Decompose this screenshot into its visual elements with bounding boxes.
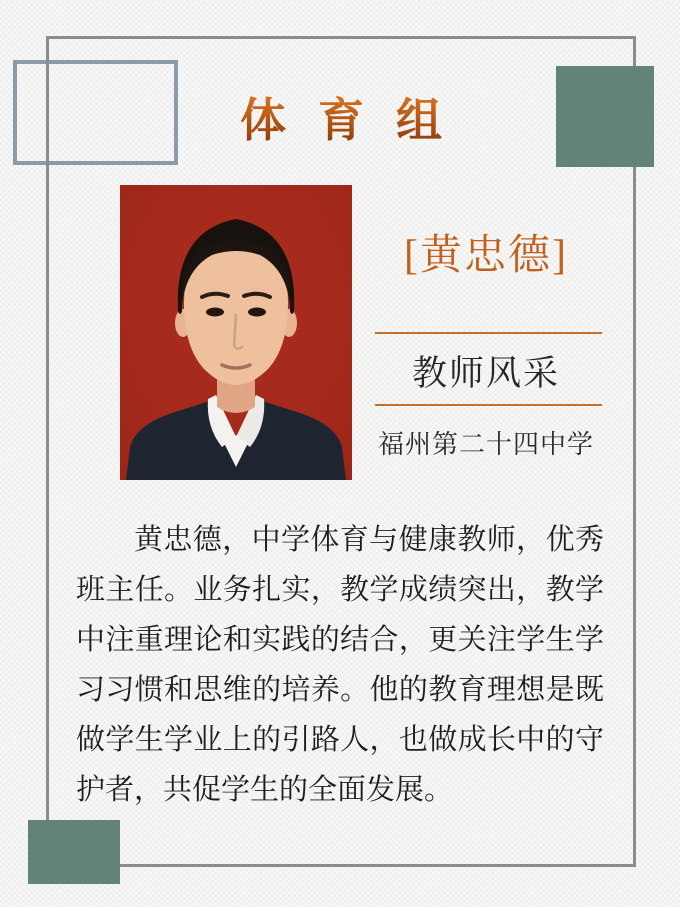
- divider-line-bottom: [375, 404, 602, 406]
- teacher-bio-paragraph: 黄忠德，中学体育与健康教师，优秀班主任。业务扎实，教学成绩突出，教学中注重理论和实践的结合，更关注学生学习习惯和思维的培养。他的教育理想是既做学生学业上的引路人，也做成长中的守护者，共促学生的全面发展。: [76, 524, 604, 806]
- section-label: 教师风采: [411, 354, 560, 393]
- teacher-photo: [120, 185, 352, 480]
- teacher-photo-graphic: [120, 185, 352, 480]
- school-name: 福州第二十四中学: [377, 429, 594, 459]
- deco-square-bottom-left: [28, 820, 120, 884]
- page-title: 体育组: [46, 84, 636, 150]
- teacher-name: [黄忠德]: [404, 233, 568, 279]
- divider-line-top: [375, 332, 602, 334]
